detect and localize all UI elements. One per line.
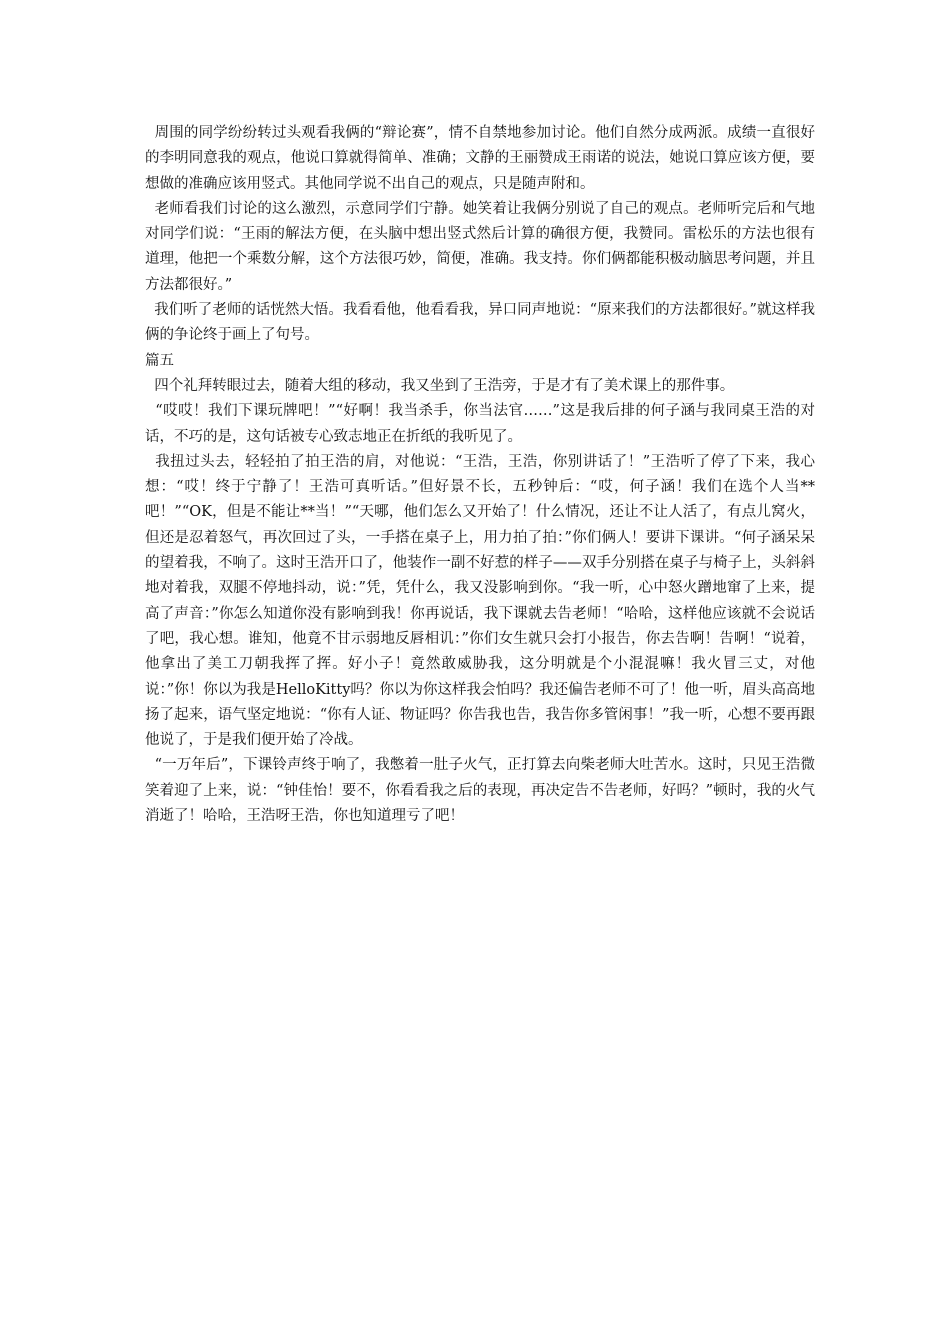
document-page (145, 121, 815, 829)
paragraph: 周围的同学纷纷转过头观看我俩的“辩论赛”，情不自禁地参加讨论。他们自然分成两派。成绩一直很好的李明同意我的观点，他说口算就得简单、准确；文静的王丽赞成王雨诺的说法，她说口算应该方便，要想做的准确应该用竖式。其他同学说不出自己的观点，只是随声附和。 (145, 125, 815, 192)
paragraph: 四个礼拜转眼过去，随着大组的移动，我又坐到了王浩旁，于是才有了美术课上的那件事。 (145, 377, 735, 394)
section-heading: 篇五 (145, 352, 174, 369)
paragraph: 我扭过头去，轻轻拍了拍王浩的肩，对他说：“王浩，王浩，你别讲话了！”王浩听了停了下来，我心想：“哎！终于宁静了！王浩可真听话。”但好景不长，五秒钟后：“哎，何子涵！我们在选个人当**吧！”“OK，但是不能让**当！”“天哪，他们怎么又开始了！什么情况，还让不让人活了，有点儿窝火，但还是忍着怒气，再次回过了头，一手搭在桌子上，用力拍了拍：”你们俩人！要讲下课讲。“何子涵呆呆的望着我，不响了。这时王浩开口了，他装作一副不好惹的样子——双手分别搭在桌子与椅子上，头斜斜地对着我，双腿不停地抖动，说：”凭，凭什么，我又没影响到你。“我一听，心中怒火蹭地窜了上来，提高了声音：”你怎么知道你没有影响到我！你再说话，我下课就去告老师！“哈哈，这样他应该就不会说话了吧，我心想。谁知，他竟不甘示弱地反唇相讥：”你们女生就只会打小报告，你去告啊！告啊！“说着，他拿出了美工刀朝我挥了挥。好小子！竟然敢威胁我，这分明就是个小混混嘛！我火冒三丈，对他说：”你！你以为我是HelloKitty吗？你以为你这样我会怕吗？我还偏告老师不可了！他一听，眉头高高地扬了起来，语气坚定地说：“你有人证、物证吗？你告我也告，我告你多管闲事！”我一听，心想不要再跟他说了，于是我们便开始了冷战。 (145, 453, 816, 749)
paragraph: “哎哎！我们下课玩牌吧！”“好啊！我当杀手，你当法官……”这是我后排的何子涵与我同桌王浩的对话，不巧的是，这句话被专心致志地正在折纸的我听见了。 (145, 403, 816, 445)
paragraph: 我们听了老师的话恍然大悟。我看看他，他看看我，异口同声地说：“原来我们的方法都很好。”就这样我俩的争论终于画上了句号。 (145, 302, 815, 344)
paragraph: “一万年后”，下课铃声终于响了，我憋着一肚子火气，正打算去向柴老师大吐苦水。这时，只见王浩微笑着迎了上来，说：“钟佳怡！要不，你看看我之后的表现，再决定告不告老师，好吗？”顿时，我的火气消逝了！哈哈，王浩呀王浩，你也知道理亏了吧！ (145, 757, 815, 825)
paragraph: 老师看我们讨论的这么激烈，示意同学们宁静。她笑着让我俩分别说了自己的观点。老师听完后和气地对同学们说：“王雨的解法方便，在头脑中想出竖式然后计算的确很方便，我赞同。雷松乐的方法也很有道理，他把一个乘数分解，这个方法很巧妙，简便，准确。我支持。你们俩都能积极动脑思考问题，并且方法都很好。” (145, 200, 816, 293)
